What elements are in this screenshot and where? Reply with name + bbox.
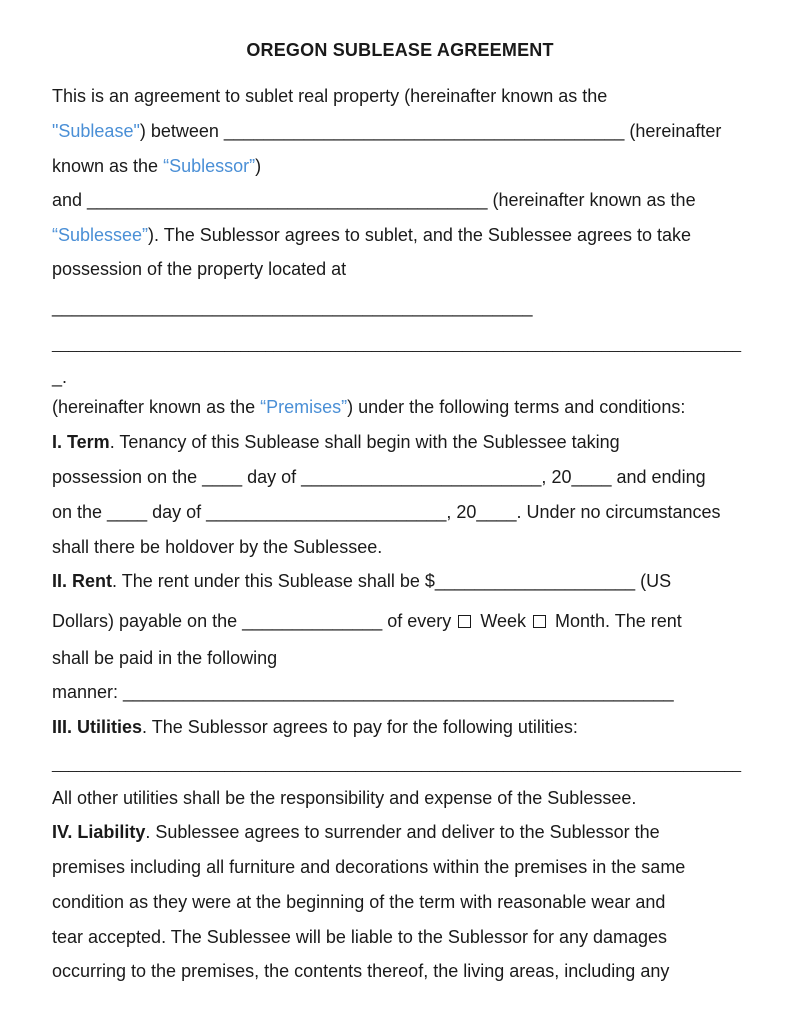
- term-line-4: shall there be holdover by the Sublessee.: [52, 537, 383, 557]
- intro-line-6: [52, 258, 346, 280]
- intro-text: ): [255, 156, 262, 176]
- premises-text: ) under the following terms and conditions:: [347, 397, 686, 417]
- liability-text: . Sublessee agrees to surrender and deliver to the Sublessor the: [145, 822, 660, 842]
- defined-term-sublease: "Sublease": [52, 121, 140, 141]
- intro-line-2: [52, 120, 721, 142]
- address-blank-end: _.: [52, 367, 68, 387]
- defined-term-premises: “Premises”: [260, 397, 348, 417]
- intro-line-4: [52, 189, 696, 211]
- liability-line-1: [52, 821, 660, 843]
- month-label: Month. The rent: [555, 611, 682, 631]
- address-blank-2: ____________________________________________________________________________________: [52, 337, 742, 353]
- term-line-3: on the ____ day of ________________________, 20____. Under no circumstances: [52, 502, 721, 522]
- document-title: OREGON SUBLEASE AGREEMENT: [246, 40, 554, 60]
- section-heading-term: I. Term: [52, 432, 110, 452]
- section-heading-rent: II. Rent: [52, 571, 113, 591]
- term-text: . Tenancy of this Sublease shall begin with the Sublessee taking: [109, 432, 620, 452]
- rent-line-3: shall be paid in the following: [52, 648, 278, 668]
- section-heading-liability: IV. Liability: [52, 822, 146, 842]
- liability-line-2: premises including all furniture and decorations within the premises in the same: [52, 857, 686, 877]
- intro-line-3: [52, 155, 261, 177]
- intro-text: known as the: [52, 156, 164, 176]
- intro-text: ). The Sublessor agrees to sublet, and the Sublessee agrees to take: [148, 225, 692, 245]
- rent-line-2: [52, 610, 682, 632]
- rent-line-1: [52, 570, 671, 592]
- utilities-line-3: All other utilities shall be the responsibility and expense of the Sublessee.: [52, 788, 637, 808]
- intro-line-1: [52, 85, 607, 107]
- intro-text: and ________________________________________ (hereinafter known as the: [52, 190, 696, 210]
- intro-text: This is an agreement to sublet real property (hereinafter known as the: [52, 86, 608, 106]
- rent-text: . The rent under this Sublease shall be $____________________ (US: [112, 571, 672, 591]
- week-checkbox[interactable]: [458, 615, 471, 628]
- section-heading-utilities: III. Utilities: [52, 717, 143, 737]
- premises-text: (hereinafter known as the: [52, 397, 261, 417]
- intro-text: possession of the property located at: [52, 259, 347, 279]
- premises-line: [52, 396, 685, 418]
- liability-line-3: condition as they were at the beginning of the term with reasonable wear and: [52, 892, 666, 912]
- rent-text: Dollars) payable on the ______________ of every: [52, 611, 457, 631]
- term-line-2: possession on the ____ day of ________________________, 20____ and ending: [52, 467, 706, 487]
- month-checkbox[interactable]: [533, 615, 546, 628]
- defined-term-sublessee: “Sublessee”: [52, 225, 149, 245]
- term-line-1: [52, 431, 620, 453]
- liability-line-5: occurring to the premises, the contents thereof, the living areas, including any: [52, 961, 670, 981]
- intro-text: ) between ________________________________________ (hereinafter: [139, 121, 722, 141]
- utilities-blank: ____________________________________________________________________________________: [52, 757, 742, 773]
- utilities-text: . The Sublessor agrees to pay for the following utilities:: [142, 717, 578, 737]
- defined-term-sublessor: “Sublessor”: [163, 156, 256, 176]
- address-blank-1: ________________________________________________: [52, 297, 533, 317]
- week-label: Week: [480, 611, 526, 631]
- utilities-line-1: [52, 716, 578, 738]
- intro-line-5: [52, 224, 691, 246]
- rent-line-4: manner: _______________________________________________________: [52, 682, 674, 702]
- liability-line-4: tear accepted. The Sublessee will be liable to the Sublessor for any damages: [52, 927, 668, 947]
